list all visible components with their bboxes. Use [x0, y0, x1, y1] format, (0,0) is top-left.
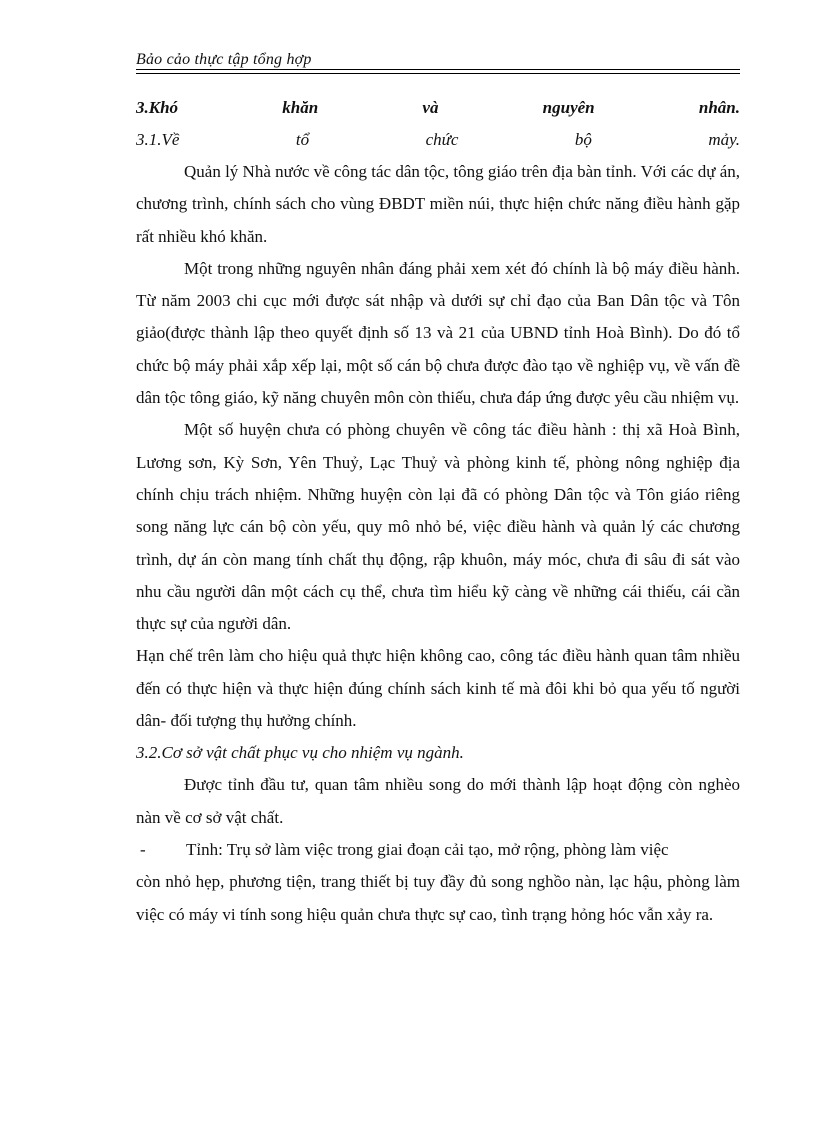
- header-title: Bảo cảo thực tập tổng hợp: [136, 51, 312, 68]
- section-3-2-heading: 3.2.Cơ sở vật chất phục vụ cho nhiệm vụ ngành.: [136, 743, 464, 763]
- bullet-first-line: Tỉnh: Trụ sở làm việc trong giai đoạn cải tạo, mở rộng, phòng làm việc: [186, 839, 669, 859]
- paragraph-limitations: Hạn chế trên làm cho hiệu quả thực hiện không cao, công tác điều hành quan tâm nhiều đến có thực hiện và thực hiện đúng chính sách kinh tế mà đôi khi bỏ qua yếu tố người dân- đối tượng thụ hưởng chính.: [136, 646, 740, 731]
- heading-word: và: [422, 98, 439, 117]
- section-3-1-heading: [136, 124, 740, 156]
- paragraph-management: Quản lý Nhà nước về công tác dân tộc, tông giáo trên địa bàn tỉnh. Với các dự án, chương trình, chính sách cho vùng ĐBDT miền núi, thực hiện chức năng điều hành gặp rất nhiều khó khăn.: [136, 162, 740, 246]
- paragraph-districts: Một số huyện chưa có phòng chuyên về công tác điều hành : thị xã Hoà Bình, Lương sơn, Kỳ Sơn, Yên Thuỷ, Lạc Thuỷ và phòng kinh tế, phòng nông nghiệp địa chính chịu trách nhiệm. Những huyện còn lại đã có phòng Dân tộc và Tôn giáo riêng song năng lực cán bộ còn yếu, quy mô nhỏ bé, việc điều hành và quản lý các chương trình, dự án còn mang tính chất thụ động, rập khuôn, máy móc, chưa đi sâu đi sát vào nhu cầu người dân một cách cụ thể, chưa tìm hiểu kỹ càng về những cái thiếu, cái cần thực sự của người dân.: [136, 420, 740, 634]
- heading-word: bộ: [574, 130, 592, 149]
- bullet-item-province: [136, 834, 740, 866]
- section-3-heading: [136, 92, 740, 124]
- heading-word: 3.Khó: [136, 98, 179, 117]
- header-rule-thick: [136, 69, 740, 70]
- heading-word: nguyên: [542, 98, 595, 117]
- heading-word: chức: [425, 130, 459, 149]
- bullet-continuation: còn nhỏ hẹp, phương tiện, trang thiết bị tuy đầy đủ song nghồo nàn, lạc hậu, phòng làm việc có máy vi tính song hiệu quản chưa thực sự cao, tình trạng hỏng hóc vẫn xảy ra.: [136, 872, 740, 924]
- header-rule-thin: [136, 73, 740, 74]
- heading-word: 3.1.Về: [136, 130, 180, 149]
- heading-word: tổ: [295, 130, 310, 149]
- paragraph-investment: Được tỉnh đầu tư, quan tâm nhiều song do mới thành lập hoạt động còn nghèo nàn về cơ sở vật chất.: [136, 775, 740, 827]
- heading-word: mảy.: [708, 130, 740, 149]
- bullet-dash: -: [140, 839, 146, 859]
- heading-word: khăn: [282, 98, 319, 117]
- heading-word: nhân.: [698, 98, 740, 117]
- page-header: [136, 50, 740, 72]
- document-body: [136, 92, 740, 931]
- paragraph-apparatus: Một trong những nguyên nhân đáng phải xem xét đó chính là bộ máy điều hành. Từ năm 2003 chi cục mới được sát nhập và dưới sự chỉ đạo của Ban Dân tộc và Tôn giảo(được thành lập theo quyết định số 13 và 21 của UBND tỉnh Hoà Bình). Do đó tổ chức bộ máy phải xắp xếp lại, một số cán bộ chưa được đào tạo về nghiệp vụ, về vấn đề dân tộc tông giáo, kỹ năng chuyên môn còn thiếu, chưa đáp ứng được yêu cầu nhiệm vụ.: [136, 258, 740, 408]
